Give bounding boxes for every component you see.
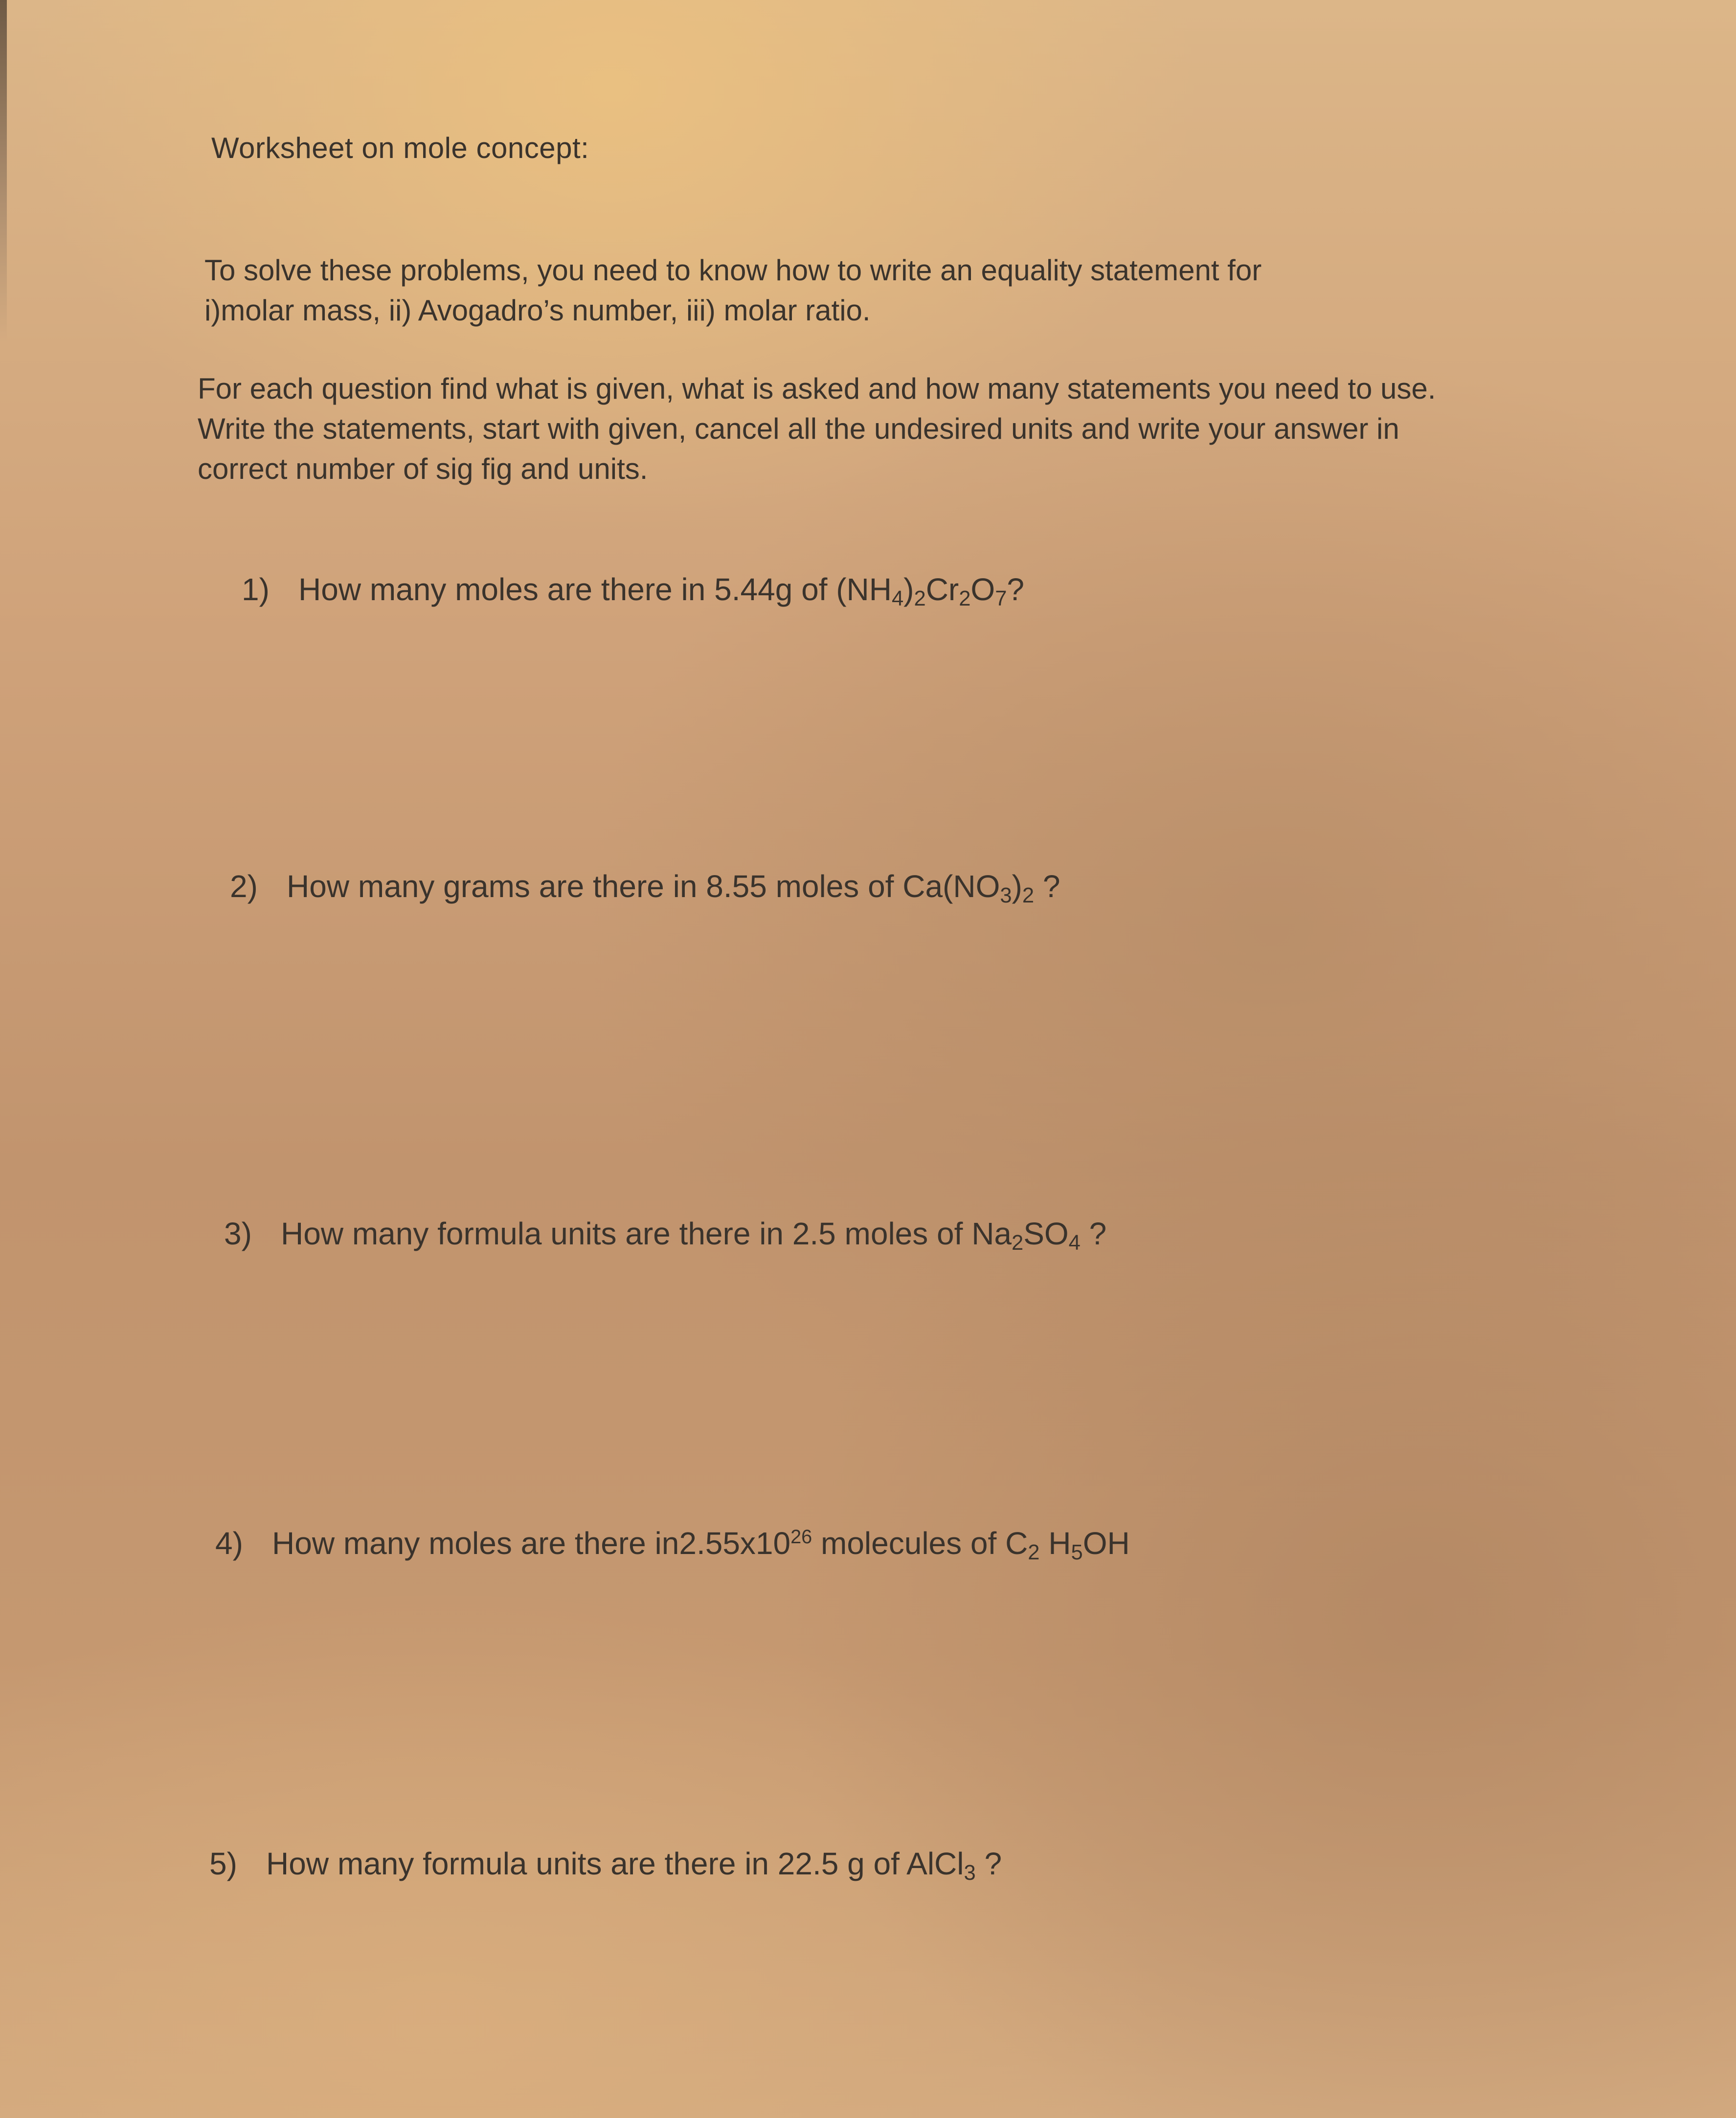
- question-text: [281, 1216, 1107, 1255]
- question-middle: molecules of C: [812, 1526, 1028, 1561]
- question-number: 1): [242, 572, 270, 607]
- question-5: [209, 1846, 1002, 1885]
- instructions-paragraph: [198, 369, 1436, 489]
- question-prefix: How many grams are there in 8.55 moles of: [287, 869, 903, 904]
- question-text: [272, 1525, 1130, 1564]
- question-4: [215, 1525, 1130, 1564]
- question-number: 3): [224, 1216, 252, 1251]
- question-prefix: How many formula units are there in 2.5 moles of: [281, 1216, 972, 1251]
- intro-line: i)molar mass, ii) Avogadro’s number, iii) molar ratio.: [204, 294, 871, 327]
- question-prefix: How many moles are there in 5.44g of: [298, 572, 836, 607]
- question-prefix: How many moles are there in2.55x10: [272, 1526, 791, 1561]
- chemical-formula: $Ca(NO_3)_2$: [902, 869, 1035, 907]
- question-text: [287, 868, 1060, 907]
- intro-paragraph: [204, 250, 1262, 331]
- exponent: 26: [790, 1526, 812, 1548]
- chemical-formula: $(NH_4)_2Cr_2O_7$: [836, 572, 1007, 610]
- chemical-formula: $_2$ $H_5OH$: [1028, 1526, 1130, 1564]
- question-suffix: ?: [1080, 1216, 1107, 1251]
- question-3: [224, 1216, 1107, 1255]
- question-suffix: ?: [975, 1846, 1002, 1881]
- question-1: [242, 571, 1024, 608]
- worksheet-title: Worksheet on mole concept:: [211, 132, 589, 164]
- question-suffix: ?: [1007, 572, 1024, 607]
- question-prefix: How many formula units are there in 22.5 g of: [266, 1846, 907, 1881]
- question-number: 2): [230, 869, 258, 904]
- instruction-line: For each question find what is given, what is asked and how many statements you need to use.: [198, 372, 1436, 405]
- instruction-line: Write the statements, start with given, cancel all the undesired units and write your answer in: [198, 412, 1399, 445]
- chemical-formula: AlCl$_3$: [906, 1846, 976, 1885]
- intro-line: To solve these problems, you need to know how to write an equality statement for: [204, 254, 1262, 287]
- question-text: [266, 1846, 1002, 1885]
- question-number: 4): [215, 1526, 243, 1561]
- question-text: [298, 571, 1024, 608]
- question-suffix: ?: [1034, 869, 1060, 904]
- instruction-line: correct number of sig fig and units.: [198, 452, 648, 485]
- question-number: 5): [209, 1846, 237, 1881]
- question-2: [230, 868, 1060, 907]
- chemical-formula: $Na_2SO_4$: [971, 1216, 1081, 1255]
